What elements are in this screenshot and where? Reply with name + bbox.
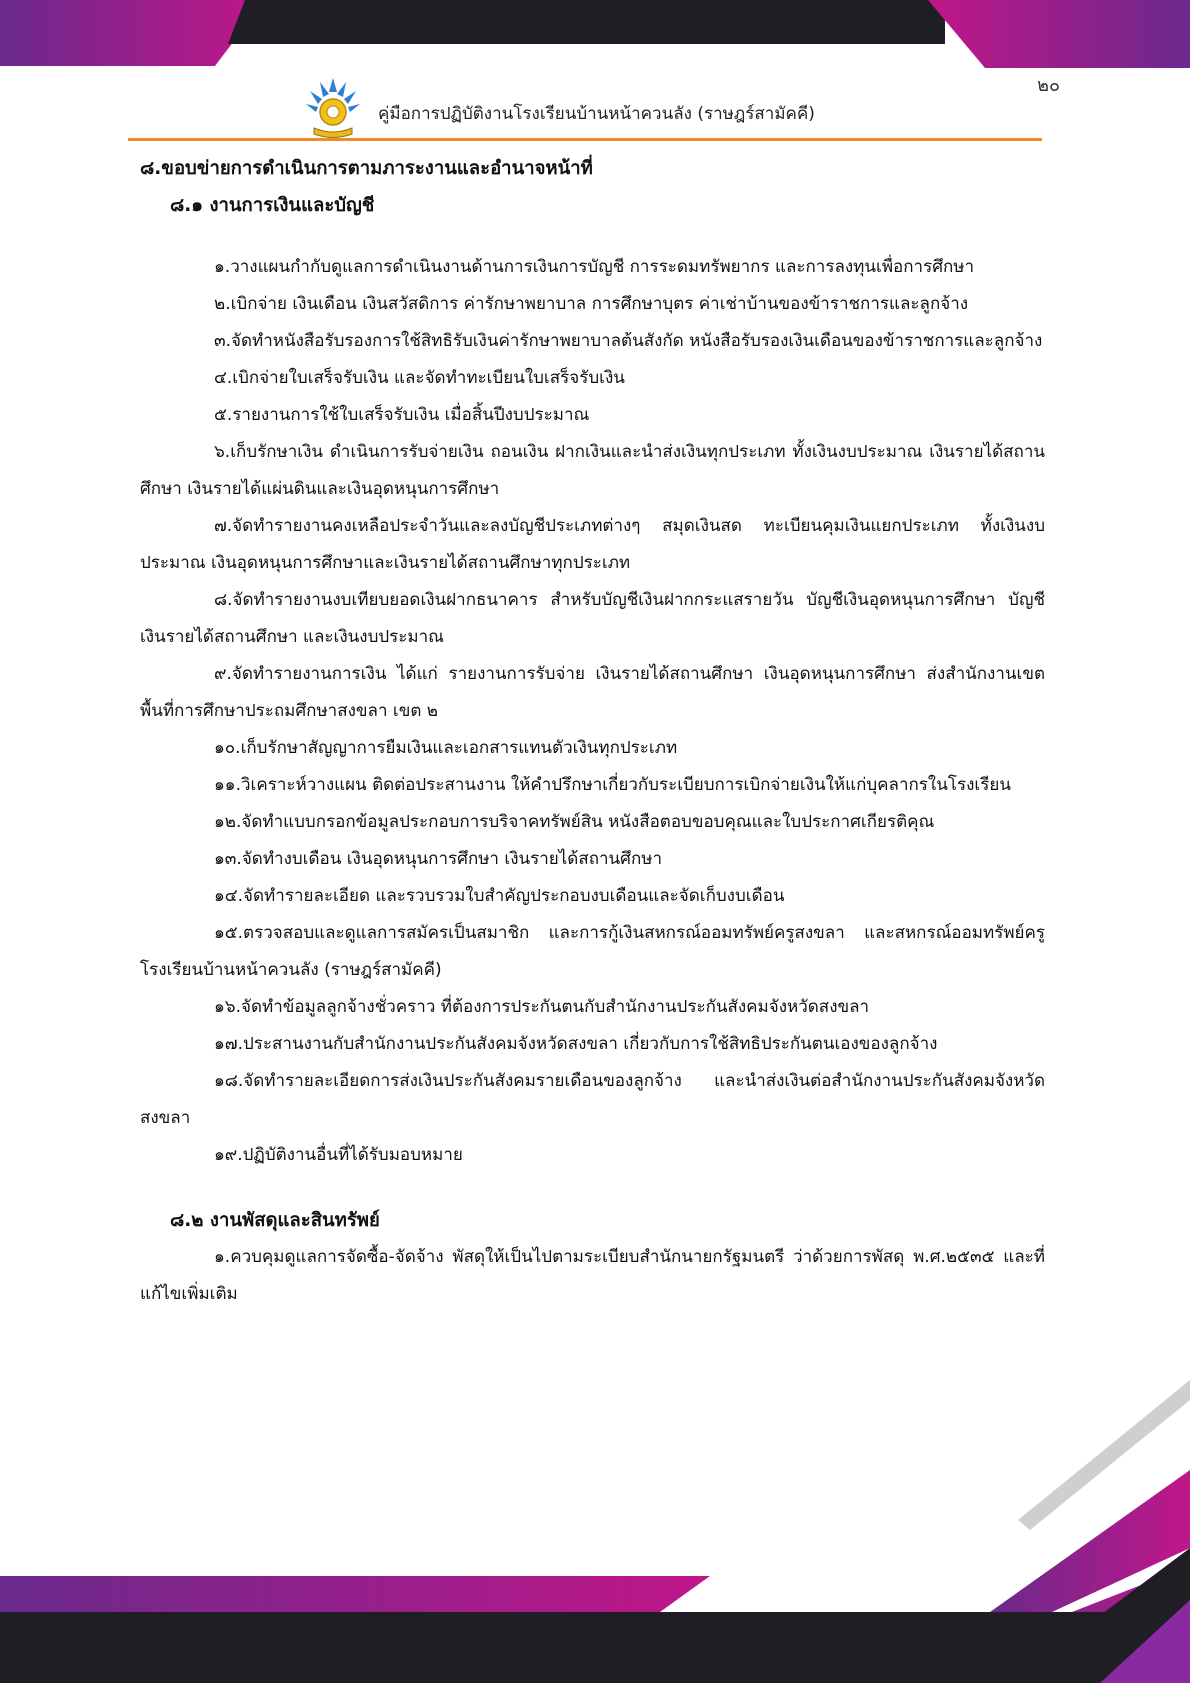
school-emblem-icon — [302, 74, 364, 140]
top-left-magenta-band — [0, 0, 265, 66]
list-item: ๑๙.ปฏิบัติงานอื่นที่ได้รับมอบหมาย — [214, 1145, 463, 1165]
list-item: ๑๑.วิเคราะห์วางแผน ติดต่อประสานงาน ให้คำปรึกษาเกี่ยวกับระเบียบการเบิกจ่ายเงินให้แก่บุคลากรในโรงเรียน — [214, 775, 1011, 795]
bottom-left-magenta-band — [0, 1576, 710, 1612]
list-item: ๓.จัดทำหนังสือรับรองการใช้สิทธิรับเงินค่ารักษาพยาบาลต้นสังกัด หนังสือรับรองเงินเดือนของข้าราชการและลูกจ้าง — [214, 331, 1043, 351]
header-rule — [128, 138, 1042, 141]
bottom-right-gray-stripe — [1018, 1380, 1190, 1530]
supplies-duties-list — [140, 1239, 1045, 1313]
bottom-right-dark-triangle — [1010, 1548, 1190, 1683]
list-item: ๑๔.จัดทำรายละเอียด และรวบรวมใบสำคัญประกอบงบเดือนและจัดเก็บงบเดือน — [214, 886, 785, 906]
bottom-right-purple-triangle — [1100, 1600, 1190, 1683]
subsection-heading-supplies: ๘.๒ งานพัสดุและสินทรัพย์ — [170, 1210, 380, 1231]
subsection-heading-finance: ๘.๑ งานการเงินและบัญชี — [170, 195, 375, 216]
list-item: ๑.วางแผนกำกับดูแลการดำเนินงานด้านการเงินการบัญชี การระดมทรัพยากร และการลงทุนเพื่อการศึกษา — [214, 257, 975, 277]
list-item: ๑๕.ตรวจสอบและดูแลการสมัครเป็นสมาชิก และการกู้เงินสหกรณ์ออมทรัพย์ครูสงขลา และสหกรณ์ออมทรัพย์ครูโรงเรียนบ้านหน้าควนลัง (ราษฎร์สามัคคี) — [140, 923, 1045, 980]
bottom-right-magenta-triangle — [990, 1470, 1190, 1612]
top-dark-band — [228, 0, 945, 44]
page-number: ๒๐ — [1037, 75, 1060, 96]
list-item: ๑๓.จัดทำงบเดือน เงินอุดหนุนการศึกษา เงินรายได้สถานศึกษา — [214, 849, 663, 869]
list-item: ๕.รายงานการใช้ใบเสร็จรับเงิน เมื่อสิ้นปีงบประมาณ — [214, 405, 590, 425]
finance-duties-list — [140, 249, 1045, 1174]
header-title: คู่มือการปฏิบัติงานโรงเรียนบ้านหน้าควนลัง (ราษฎร์สามัคคี) — [378, 104, 815, 124]
section-heading: ๘.ขอบข่ายการดำเนินการตามภาระงานและอำนาจหน้าที่ — [140, 158, 593, 179]
bottom-dark-band — [0, 1612, 1190, 1683]
top-right-magenta-band — [928, 0, 1190, 68]
list-item: ๗.จัดทำรายงานคงเหลือประจำวันและลงบัญชีประเภทต่างๆ สมุดเงินสด ทะเบียนคุมเงินแยกประเภท ทั้งเงินงบประมาณ เงินอุดหนุนการศึกษาและเงินรายได้สถานศึกษาทุกประเภท — [140, 516, 1045, 573]
document-body — [140, 150, 1045, 1313]
list-item: ๑๗.ประสานงานกับสำนักงานประกันสังคมจังหวัดสงขลา เกี่ยวกับการใช้สิทธิประกันตนเองของลูกจ้าง — [214, 1034, 938, 1054]
list-item: ๑๐.เก็บรักษาสัญญาการยืมเงินและเอกสารแทนตัวเงินทุกประเภท — [214, 738, 678, 758]
list-item: ๔.เบิกจ่ายใบเสร็จรับเงิน และจัดทำทะเบียนใบเสร็จรับเงิน — [214, 368, 625, 388]
list-item: ๖.เก็บรักษาเงิน ดำเนินการรับจ่ายเงิน ถอนเงิน ฝากเงินและนำส่งเงินทุกประเภท ทั้งเงินงบประมาณ เงินรายได้สถานศึกษา เงินรายได้แผ่นดินและเงินอุดหนุนการศึกษา — [140, 442, 1045, 499]
list-item: ๑๖.จัดทำข้อมูลลูกจ้างชั่วคราว ที่ต้องการประกันตนกับสำนักงานประกันสังคมจังหวัดสงขลา — [214, 997, 870, 1017]
list-item: ๑๘.จัดทำรายละเอียดการส่งเงินประกันสังคมรายเดือนของลูกจ้าง และนำส่งเงินต่อสำนักงานประกันสังคมจังหวัดสงขลา — [140, 1071, 1045, 1128]
list-item: ๘.จัดทำรายงานงบเทียบยอดเงินฝากธนาคาร สำหรับบัญชีเงินฝากกระแสรายวัน บัญชีเงินอุดหนุนการศึกษา บัญชีเงินรายได้สถานศึกษา และเงินงบประมาณ — [140, 590, 1045, 647]
list-item: ๑๒.จัดทำแบบกรอกข้อมูลประกอบการบริจาคทรัพย์สิน หนังสือตอบขอบคุณและใบประกาศเกียรติคุณ — [214, 812, 935, 832]
bottom-right-white-stripe — [1052, 1548, 1190, 1612]
list-item: ๒.เบิกจ่าย เงินเดือน เงินสวัสดิการ ค่ารักษาพยาบาล การศึกษาบุตร ค่าเช่าบ้านของข้าราชการและลูกจ้าง — [214, 294, 969, 314]
list-item: ๑.ควบคุมดูแลการจัดซื้อ-จัดจ้าง พัสดุให้เป็นไปตามระเบียบสำนักนายกรัฐมนตรี ว่าด้วยการพัสดุ พ.ศ.๒๕๓๕ และที่แก้ไขเพิ่มเติม — [140, 1247, 1045, 1304]
list-item: ๙.จัดทำรายงานการเงิน ได้แก่ รายงานการรับจ่าย เงินรายได้สถานศึกษา เงินอุดหนุนการศึกษา ส่งสำนักงานเขตพื้นที่การศึกษาประถมศึกษาสงขลา เขต ๒ — [140, 664, 1045, 721]
